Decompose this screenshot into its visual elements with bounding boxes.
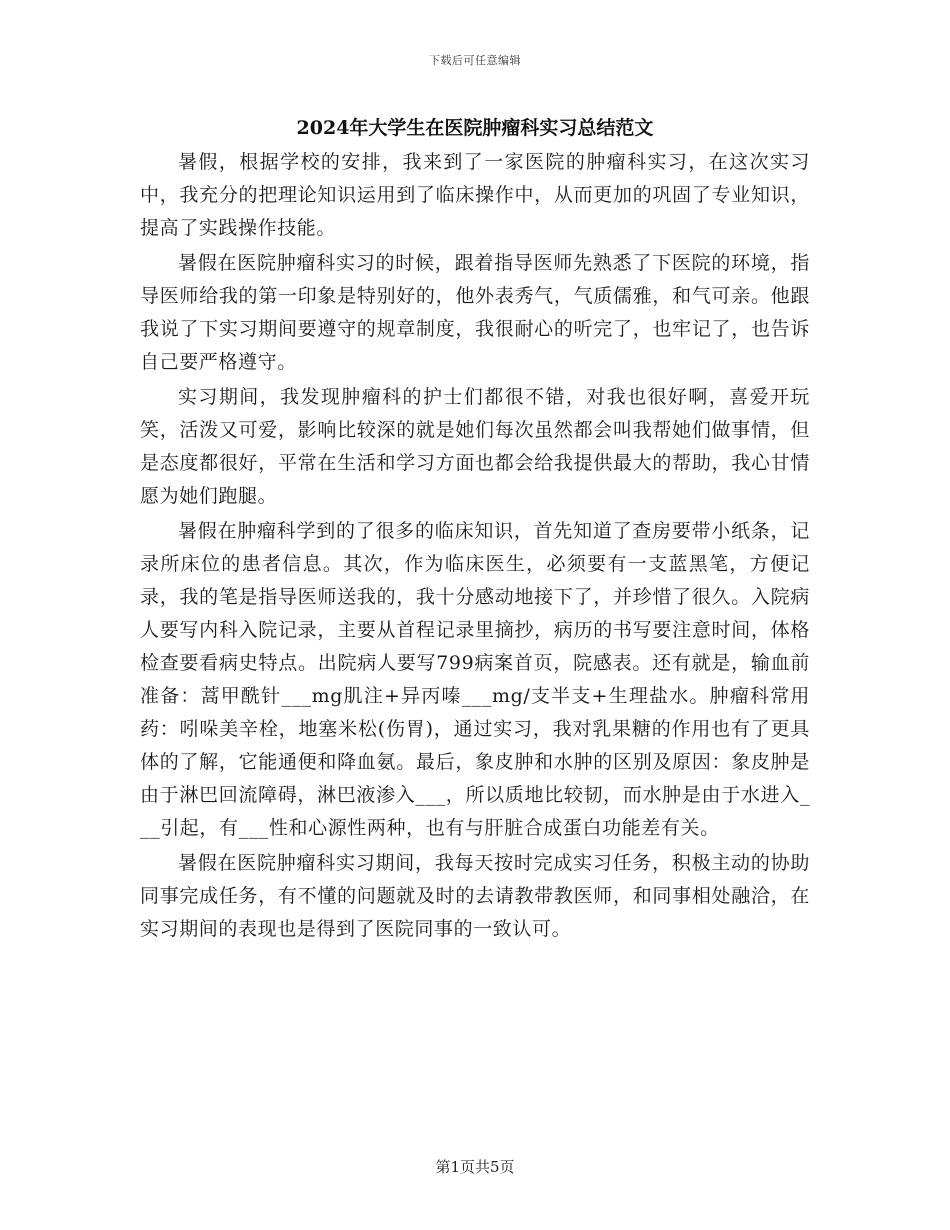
document-body: [140, 146, 810, 948]
paragraph-3: 实习期间，我发现肿瘤科的护士们都很不错，对我也很好啊，喜爱开玩笑，活泼又可爱，影响比较深的就是她们每次虽然都会叫我帮她们做事情，但是态度都很好，平常在生活和学习方面也都会给我提供最大的帮助，我心甘情愿为她们跑腿。: [140, 386, 810, 507]
paragraph-2: 暑假在医院肿瘤科实习的时候，跟着指导医师先熟悉了下医院的环境，指导医师给我的第一印象是特别好的，他外表秀气，气质儒雅，和气可亲。他跟我说了下实习期间要遵守的规章制度，我很耐心的听完了，也牢记了，也告诉自己要严格遵守。: [140, 252, 810, 373]
paragraph-4: 暑假在肿瘤科学到的了很多的临床知识，首先知道了查房要带小纸条，记录所床位的患者信息。其次，作为临床医生，必须要有一支蓝黑笔，方便记录，我的笔是指导医师送我的，我十分感动地接下了，并珍惜了很久。入院病人要写内科入院记录，主要从首程记录里摘抄，病历的书写要注意时间，体格检查要看病史特点。出院病人要写799病案首页，院感表。还有就是，输血前准备：蒿甲酰针___mg肌注+异丙嗪___mg/支半支+生理盐水。肿瘤科常用药：吲哚美辛栓，地塞米松(伤胃)，通过实习，我对乳果糖的作用也有了更具体的了解，它能通便和降血氨。最后，象皮肿和水肿的区别及原因：象皮肿是由于淋巴回流障碍，淋巴液渗入___，所以质地比较韧，而水肿是由于水进入___引起，有___性和心源性两种，也有与肝脏合成蛋白功能差有关。: [140, 520, 810, 839]
page-number: 第1页共5页: [435, 1158, 515, 1176]
paragraph-5: 暑假在医院肿瘤科实习期间，我每天按时完成实习任务，积极主动的协助同事完成任务，有不懂的问题就及时的去请教带教医师，和同事相处融洽，在实习期间的表现也是得到了医院同事的一致认可。: [140, 852, 810, 940]
document-title: 2024年大学生在医院肿瘤科实习总结范文: [296, 117, 654, 139]
paragraph-1: 暑假，根据学校的安排，我来到了一家医院的肿瘤科实习，在这次实习中，我充分的把理论知识运用到了临床操作中，从而更加的巩固了专业知识，提高了实践操作技能。: [140, 151, 810, 239]
page-header-note: 下载后可任意编辑: [429, 54, 521, 67]
